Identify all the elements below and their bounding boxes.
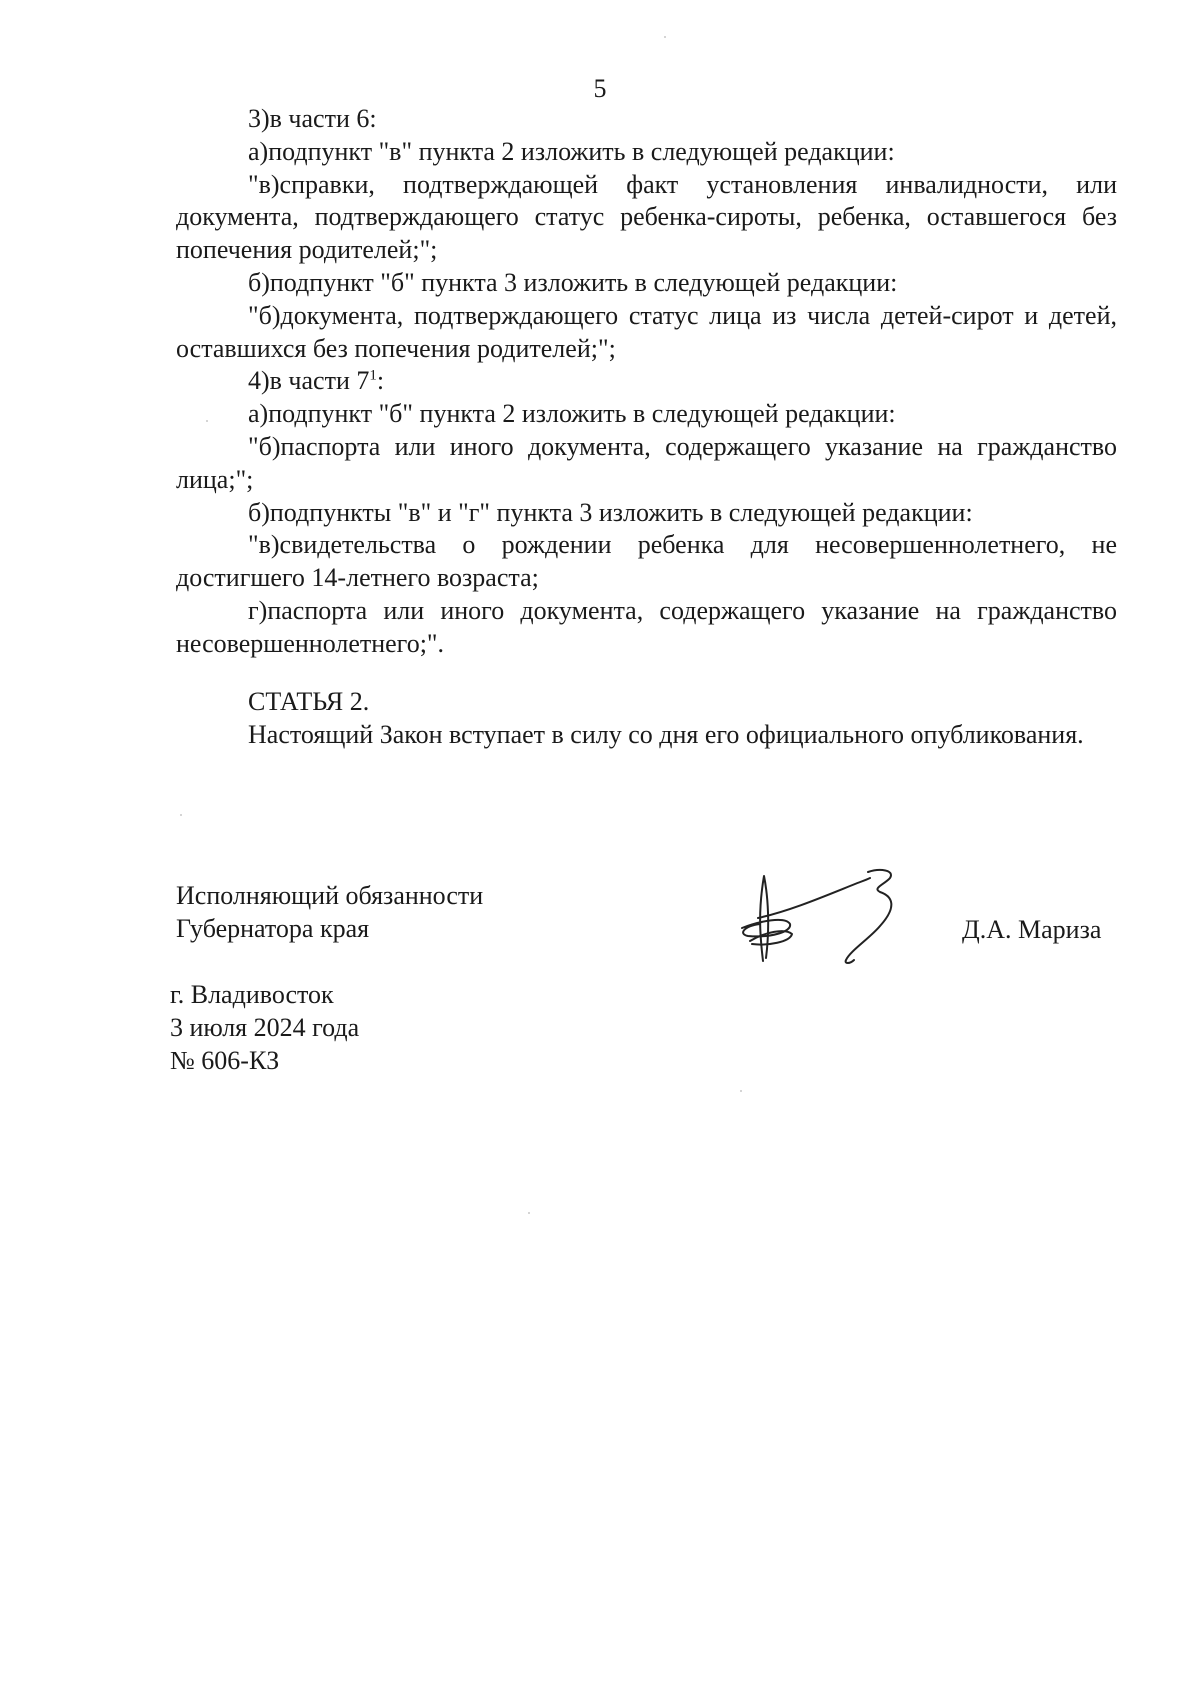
scan-speck <box>180 814 182 816</box>
paragraph: г)паспорта или иного документа, содержащего указание на гражданство несовершеннолетнего;". <box>176 595 1117 658</box>
article-text: Настоящий Закон вступает в силу со дня его официального опубликования. <box>248 719 1084 749</box>
signatory-position <box>176 880 483 946</box>
paragraph: "б)паспорта или иного документа, содержащего указание на гражданство лица;"; <box>176 431 1117 494</box>
scan-speck <box>528 1212 530 1214</box>
position-line-1: Исполняющий обязанности <box>176 881 484 910</box>
paragraph: "в)свидетельства о рождении ребенка для несовершеннолетнего, не достигшего 14-летнего возраста; <box>176 530 1117 593</box>
paragraph: 4)в части $7^1$: <box>248 366 385 396</box>
superscript: 1 <box>369 367 377 384</box>
paragraph: б)подпункт "б" пункта 3 изложить в следующей редакции: <box>248 267 898 297</box>
scan-speck <box>664 36 666 38</box>
scan-speck <box>206 420 208 422</box>
page-number: 5 <box>593 74 607 103</box>
paragraph: "в)справки, подтверждающей факт установления инвалидности, или документа, подтверждающего статус ребенка-сироты, ребенка, оставшегося без попечения родителей;"; <box>176 169 1117 265</box>
scan-speck <box>740 1090 742 1092</box>
position-line-2: Губернатора края <box>176 913 370 943</box>
paragraph: "б)документа, подтверждающего статус лица из числа детей-сирот и детей, оставшихся без попечения родителей;"; <box>176 300 1117 363</box>
paragraph: б)подпункты "в" и "г" пункта 3 изложить в следующей редакции: <box>248 497 973 527</box>
paragraph: а)подпункт "в" пункта 2 изложить в следующей редакции: <box>248 136 895 166</box>
signatory-name: Д.А. Мариза <box>962 915 1102 944</box>
city: г. Владивосток <box>170 980 334 1009</box>
date: 3 июля 2024 года <box>170 1013 360 1042</box>
handwritten-signature <box>730 866 920 966</box>
paragraph: 3)в части 6: <box>248 104 377 133</box>
paragraph: а)подпункт "б" пункта 2 изложить в следующей редакции: <box>248 399 896 429</box>
article-heading: СТАТЬЯ 2. <box>248 687 370 716</box>
law-number: № 606-КЗ <box>170 1046 280 1075</box>
place-date-block <box>170 978 359 1077</box>
amendments-body <box>176 103 1117 661</box>
article-2 <box>176 686 1117 752</box>
